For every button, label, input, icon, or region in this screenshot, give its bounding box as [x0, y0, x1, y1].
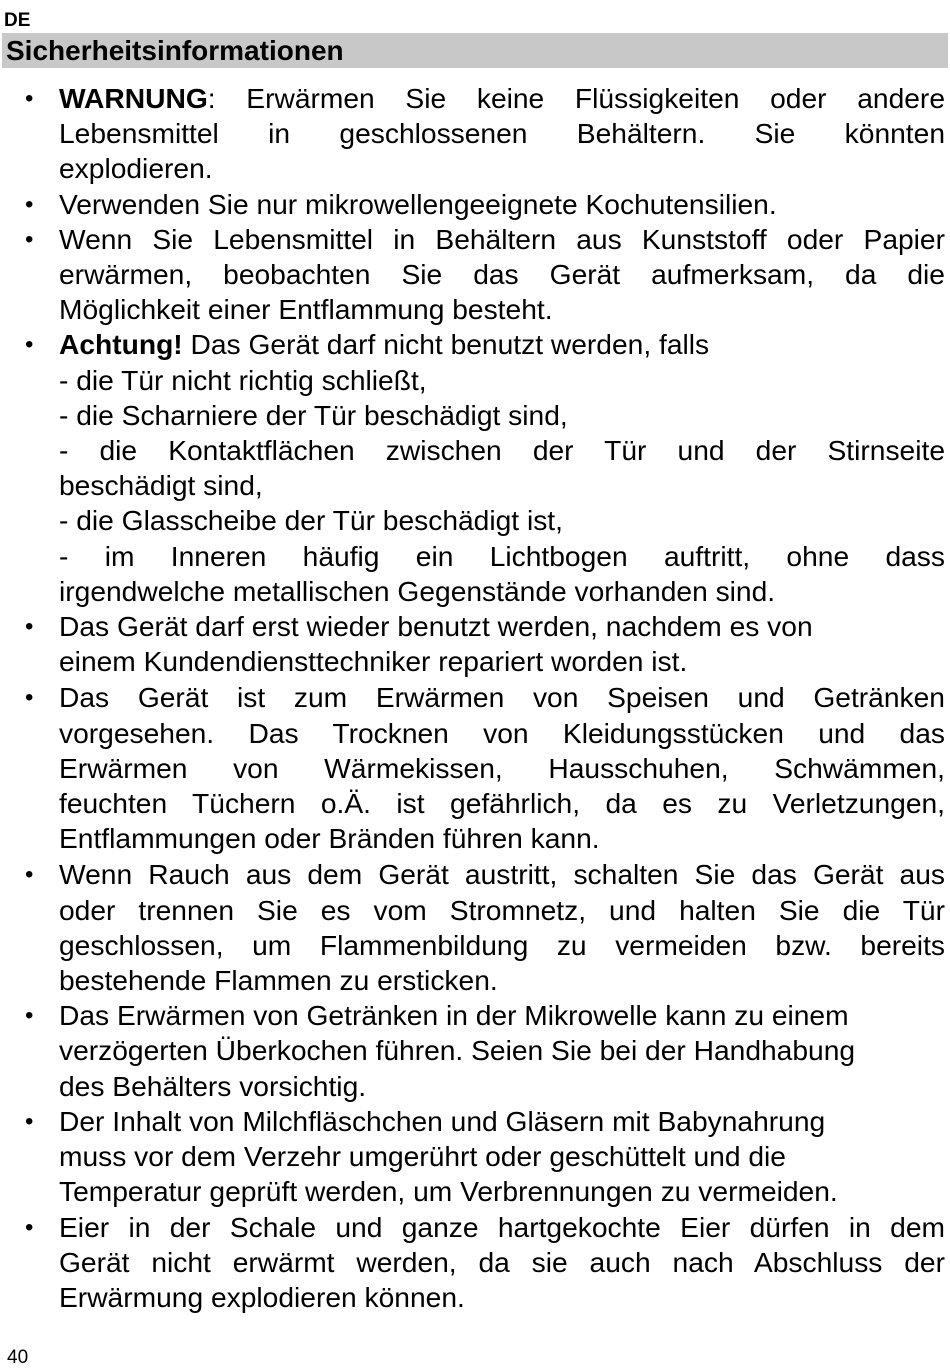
text-line: Verwenden Sie nur mikrowellengeeignete Kochutensilien. [59, 187, 777, 220]
text-line: - die Tür nicht richtig schließt, [59, 363, 427, 396]
text-line: Eier in der Schale und ganze hartgekochte Eier dürfen in dem [59, 1210, 945, 1243]
bullet-icon: • [25, 331, 34, 359]
text-line: WARNUNG: Erwärmen Sie keine Flüssigkeiten oder andere [59, 82, 945, 114]
text-line: oder trennen Sie es vom Stromnetz, und halten Sie die Tür [59, 893, 945, 926]
text-line: Lebensmittel in geschlossenen Behältern. Sie könnten [59, 117, 945, 150]
text-line: beschädigt sind, [59, 469, 263, 502]
list-item [0, 998, 950, 1104]
section-header-bar [2, 33, 948, 68]
text-line: Das Erwärmen von Getränken in der Mikrowelle kann zu einem [59, 999, 849, 1032]
section-title: Sicherheitsinformationen [6, 35, 344, 66]
caution-label: Achtung! [59, 328, 183, 361]
bullet-icon: • [25, 861, 34, 889]
text-line: erwärmen, beobachten Sie das Gerät aufmerksam, da die [59, 258, 945, 291]
list-item [0, 1210, 950, 1316]
text-line: - die Scharniere der Tür beschädigt sind, [59, 398, 568, 431]
text-line: feuchten Tüchern o.Ä. ist gefährlich, da es zu Verletzungen, [59, 787, 945, 820]
list-item [0, 609, 950, 679]
bullet-icon: • [25, 225, 34, 253]
text-line: Das Gerät darf erst wieder benutzt werden, nachdem es von [59, 610, 813, 643]
text-line: einem Kundendiensttechniker repariert worden ist. [59, 645, 688, 678]
page-number: 40 [7, 1347, 29, 1368]
text-line: bestehende Flammen zu ersticken. [59, 964, 498, 997]
list-item [0, 1104, 950, 1210]
bullet-icon: • [25, 613, 34, 641]
text-line: Gerät nicht erwärmt werden, da sie auch nach Abschluss der [59, 1245, 945, 1278]
text-line: des Behälters vorsichtig. [59, 1069, 367, 1102]
text-line: Das Gerät ist zum Erwärmen von Speisen und Getränken [59, 681, 945, 714]
bullet-icon: • [25, 190, 34, 218]
text-line: vorgesehen. Das Trocknen von Kleidungsstücken und das [59, 716, 945, 749]
safety-list [0, 81, 950, 1315]
text-line: - im Inneren häufig ein Lichtbogen auftritt, ohne dass [59, 539, 945, 572]
list-item [0, 327, 950, 609]
text-line: muss vor dem Verzehr umgerührt oder geschüttelt und die [59, 1140, 786, 1173]
text-line: - die Kontaktflächen zwischen der Tür und der Stirnseite [59, 434, 945, 467]
list-item [0, 81, 950, 187]
bullet-icon: • [25, 1107, 34, 1135]
text-line: irgendwelche metallischen Gegenstände vorhanden sind. [59, 574, 776, 607]
text-line: Erwärmung explodieren können. [59, 1280, 465, 1313]
bullet-icon: • [25, 684, 34, 712]
text-line: Achtung! Das Gerät darf nicht benutzt werden, falls [59, 328, 710, 361]
bullet-icon: • [25, 1002, 34, 1030]
text-line: - die Glasscheibe der Tür beschädigt ist, [59, 504, 563, 537]
bullet-icon: • [25, 85, 34, 112]
text-line: Wenn Sie Lebensmittel in Behältern aus Kunststoff oder Papier [59, 222, 945, 255]
text-line: Möglichkeit einer Entflammung besteht. [59, 293, 553, 326]
text-line: geschlossen, um Flammenbildung zu vermeiden bzw. bereits [59, 928, 945, 961]
language-code: DE [4, 10, 31, 31]
text-line: Erwärmen von Wärmekissen, Hausschuhen, Schwämmen, [59, 751, 945, 784]
text-line: explodieren. [59, 152, 213, 185]
text-line: Wenn Rauch aus dem Gerät austritt, schalten Sie das Gerät aus [59, 858, 945, 891]
list-item [0, 857, 950, 998]
bullet-icon: • [25, 1213, 34, 1241]
text-line: Der Inhalt von Milchfläschchen und Gläsern mit Babynahrung [59, 1104, 826, 1137]
text-line: Temperatur geprüft werden, um Verbrennungen zu vermeiden. [59, 1175, 838, 1208]
text-line: Entflammungen oder Bränden führen kann. [59, 822, 600, 855]
text-line: verzögerten Überkochen führen. Seien Sie bei der Handhabung [59, 1034, 856, 1067]
list-item [0, 187, 950, 222]
list-item [0, 680, 950, 856]
warning-label: WARNUNG [59, 82, 208, 114]
list-item [0, 222, 950, 328]
